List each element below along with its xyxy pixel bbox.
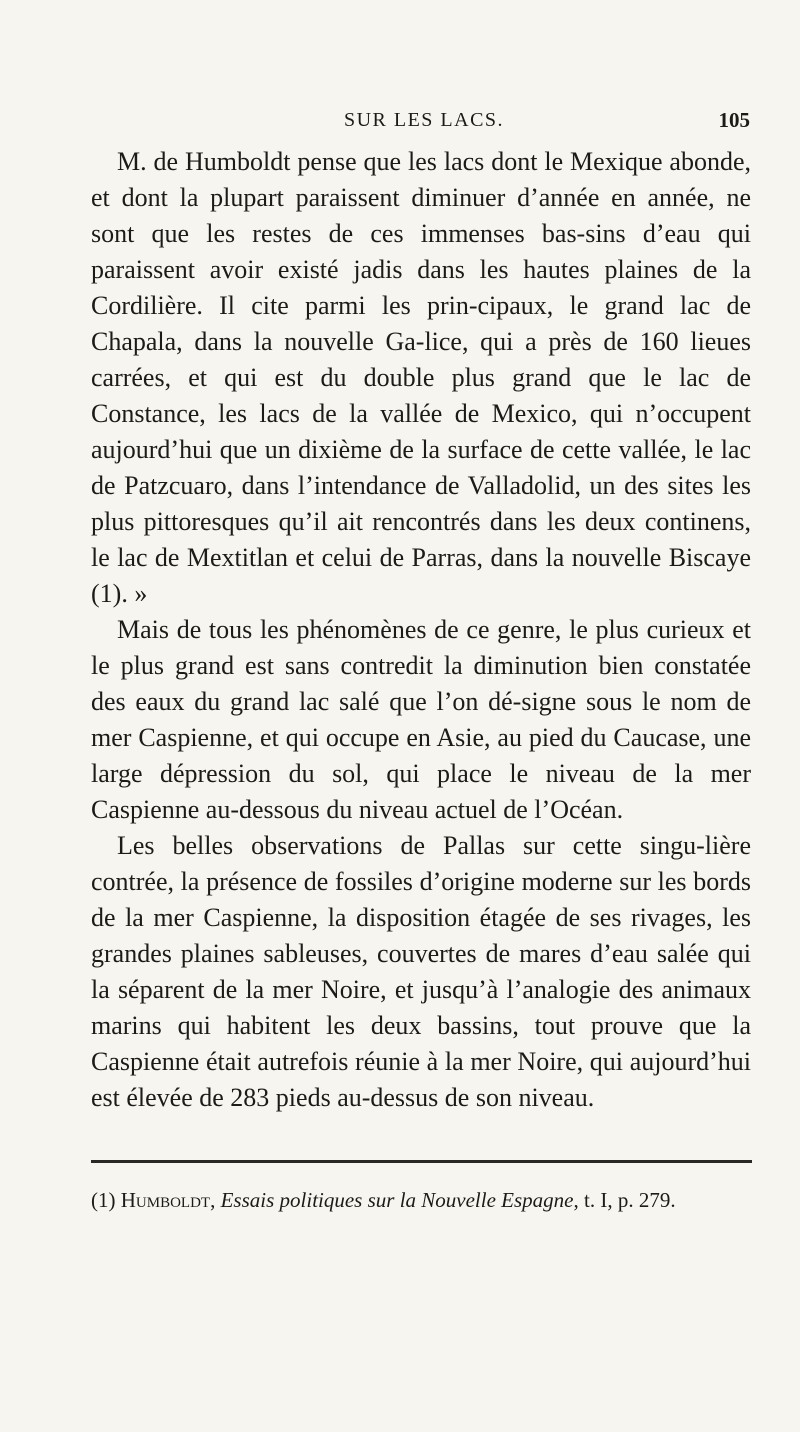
paragraph: Les belles observations de Pallas sur cette singu-lière contrée, la présence de fossiles d’origine moderne sur les bords de la mer Caspienne, la disposition étagée de ses rivages, les grandes plaines sableuses, couvertes de mares d’eau salée qui la séparent de la mer Noire, et jusqu’à l’analogie des animaux marins qui habitent les deux bassins, tout prouve que la Caspienne était autrefois réunie à la mer Noire, qui aujourd’hui est élevée de 283 pieds au-dessus de son niveau. — [91, 831, 751, 1112]
footnote-marker: (1) — [91, 1188, 116, 1212]
footnote-title: Essais politiques sur la Nouvelle Espagne — [220, 1188, 574, 1212]
page-number: 105 — [718, 108, 750, 132]
running-head — [90, 103, 758, 143]
paragraph: M. de Humboldt pense que les lacs dont le Mexique abonde, et dont la plupart paraissent diminuer d’année en année, ne sont que les restes de ces immenses bas-sins d’eau qui paraissent avoir existé jadis dans les hautes plaines de la Cordilière. Il cite parmi les prin-cipaux, le grand lac de Chapala, dans la nouvelle Ga-lice, qui a près de 160 lieues carrées, et qui est du double plus grand que le lac de Constance, les lacs de la vallée de Mexico, qui n’occupent aujourd’hui que un dixième de la surface de cette vallée, le lac de Patzcuaro, dans l’intendance de Valladolid, un des sites les plus pittoresques qu’il ait rencontrés dans les deux continens, le lac de Mextitlan et celui de Parras, dans la nouvelle Biscaye (1). » — [91, 147, 751, 608]
footnote-reference: , t. I, p. 279. — [573, 1188, 676, 1212]
paragraph: Mais de tous les phénomènes de ce genre, le plus curieux et le plus grand est sans contredit la diminution bien constatée des eaux du grand lac salé que l’on dé-signe sous le nom de mer Caspienne, et qui occupe en Asie, au pied du Caucase, une large dépression du sol, qui place le niveau de la mer Caspienne au-dessous du niveau actuel de l’Océan. — [91, 615, 751, 824]
footnote — [91, 1187, 751, 1213]
footnote-author: Humboldt — [120, 1188, 211, 1212]
footnote-separator: , — [210, 1188, 216, 1212]
body-text — [91, 144, 751, 1116]
footnote-divider — [91, 1160, 752, 1163]
running-title: SUR LES LACS. — [343, 109, 505, 131]
